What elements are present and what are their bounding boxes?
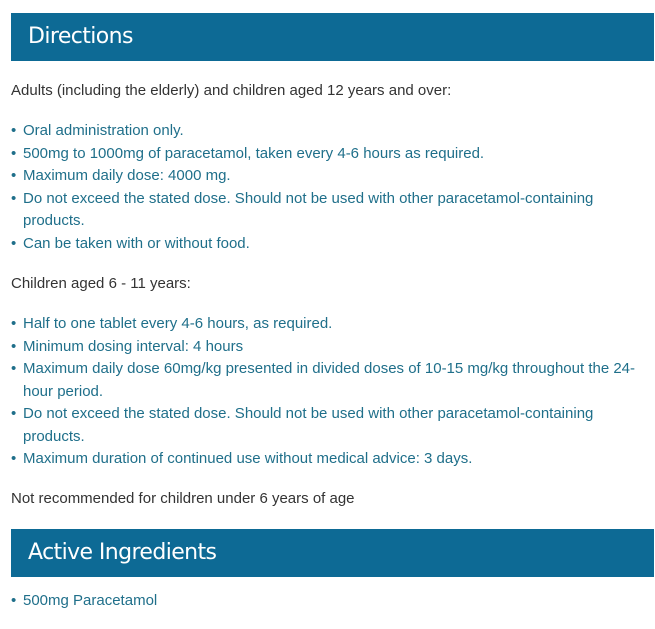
active-ingredients-header: Active Ingredients: [11, 529, 654, 577]
bullet-icon: •: [11, 450, 17, 467]
bullet-icon: •: [11, 360, 17, 377]
directions-header: Directions: [11, 13, 654, 61]
bullet-icon: •: [11, 337, 17, 355]
bullet-icon: •: [11, 405, 17, 422]
list-item: • Do not exceed the stated dose. Should not be used with other paracetamol-containing products.: [11, 405, 594, 445]
list-item: • Minimum dosing interval: 4 hours: [11, 336, 641, 359]
list-item: • 500mg to 1000mg of paracetamol, taken every 4-6 hours as required.: [11, 143, 641, 166]
list-item: • Maximum daily dose: 4000 mg.: [11, 165, 641, 188]
bullet-icon: •: [11, 189, 17, 207]
list-item: • 500mg Paracetamol: [11, 590, 641, 613]
bullet-icon: •: [11, 167, 17, 184]
adults-intro: Adults (including the elderly) and children aged 12 years and over:: [11, 82, 452, 99]
children-directions-list: [11, 313, 641, 471]
active-ingredients-list: [11, 590, 641, 613]
list-item: • Do not exceed the stated dose. Should not be used with other paracetamol-containing products.: [11, 189, 594, 229]
not-recommended-note: Not recommended for children under 6 years of age: [11, 490, 355, 507]
list-item: • Oral administration only.: [11, 120, 641, 143]
bullet-icon: •: [11, 144, 17, 162]
list-item: • Half to one tablet every 4-6 hours, as required.: [11, 313, 641, 336]
bullet-icon: •: [11, 122, 17, 139]
bullet-icon: •: [11, 234, 17, 252]
adults-directions-list: [11, 120, 641, 255]
list-item: • Maximum duration of continued use without medical advice: 3 days.: [11, 448, 641, 471]
bullet-icon: •: [11, 315, 17, 332]
bullet-icon: •: [11, 592, 17, 609]
children-intro: Children aged 6 - 11 years:: [11, 275, 191, 292]
list-item: • Can be taken with or without food.: [11, 233, 641, 256]
list-item: • Maximum daily dose 60mg/kg presented in divided doses of 10-15 mg/kg throughout the 24-hour period.: [11, 360, 636, 400]
